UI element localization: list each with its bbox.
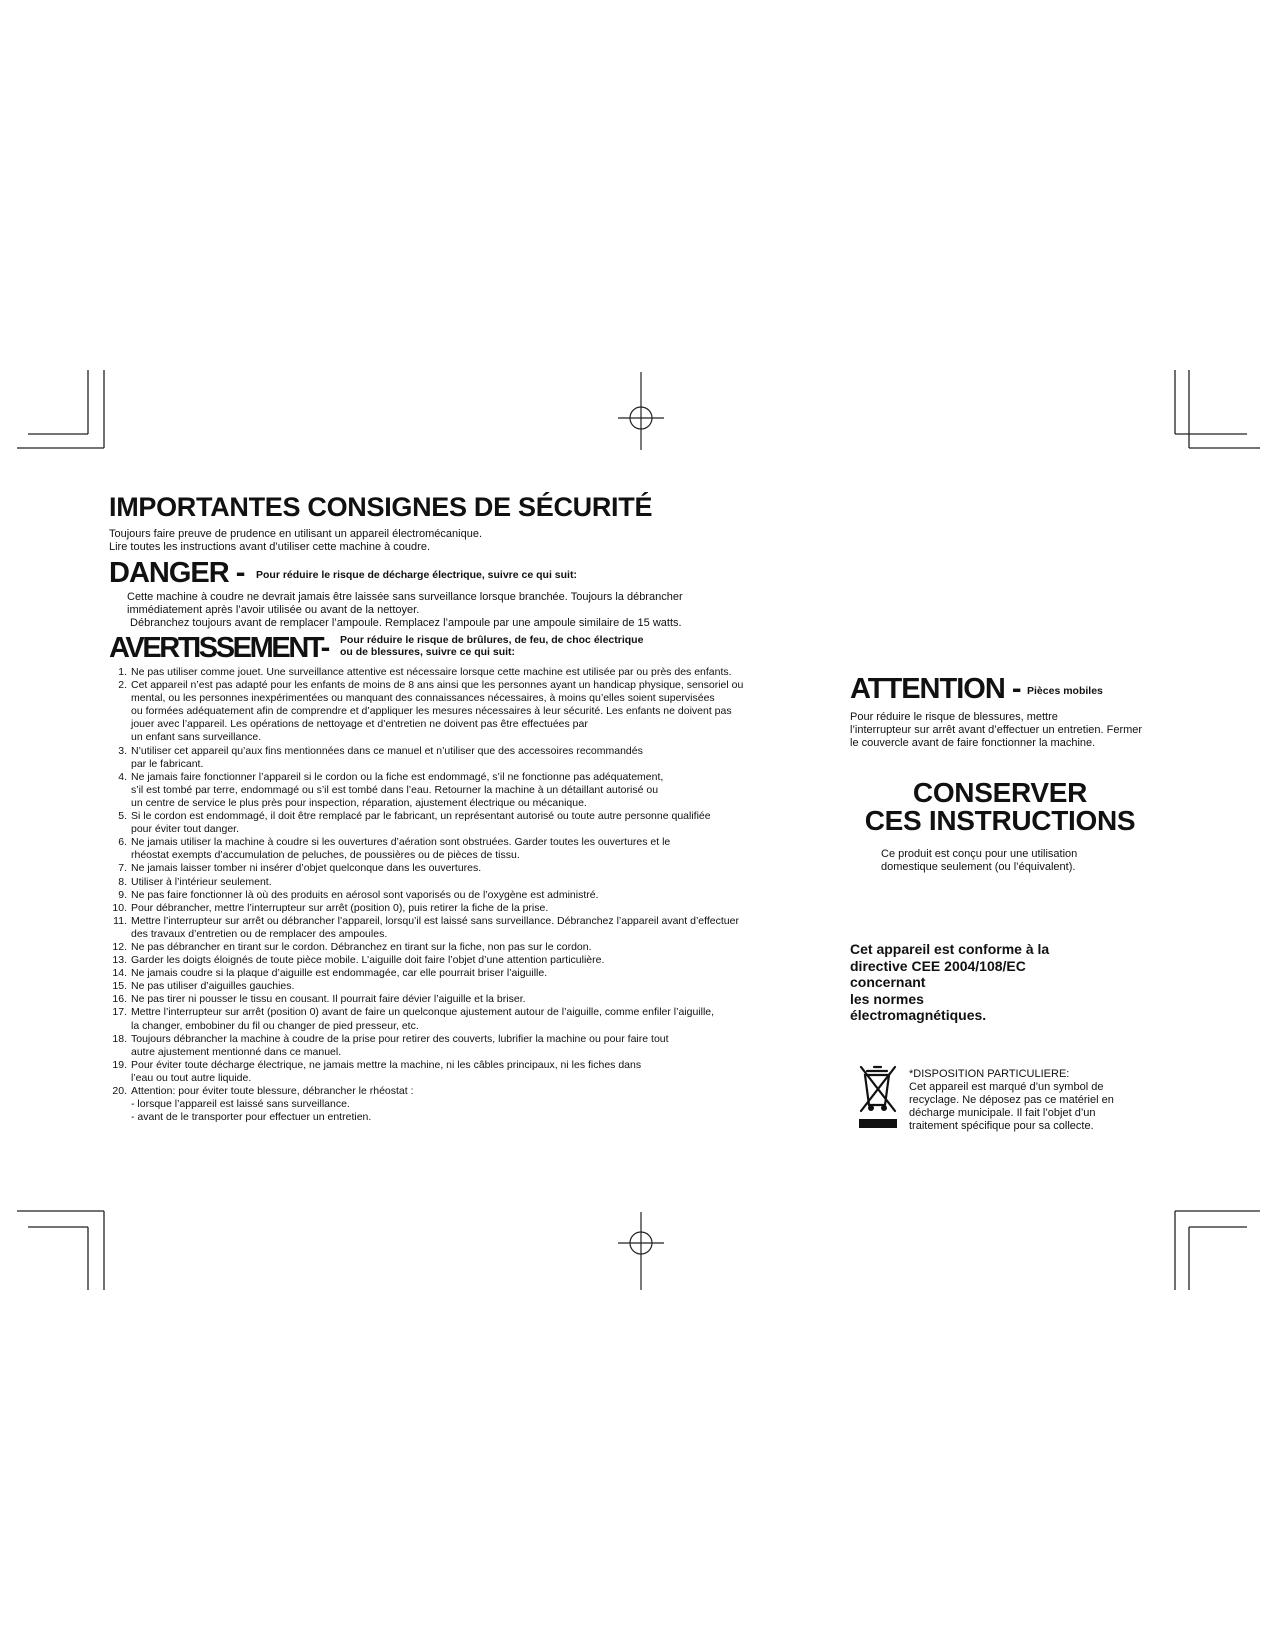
warning-item-text <box>131 941 854 954</box>
warning-item-number: 9. <box>118 888 127 901</box>
disposition-line: décharge municipale. Il fait l’objet d’un <box>909 1107 1096 1119</box>
warning-item <box>109 745 854 771</box>
warning-item-number: 15. <box>112 980 127 993</box>
warning-item-line: Ne pas utiliser d’aiguilles gauchies. <box>131 980 295 993</box>
warning-item <box>109 941 854 954</box>
warning-item-text <box>131 1006 854 1032</box>
conformity-statement <box>850 941 1100 1024</box>
warning-item-number: 5. <box>118 810 127 823</box>
warning-item-number: 17. <box>112 1006 127 1019</box>
warning-item-text <box>131 836 854 862</box>
disposition-notice <box>909 1068 1149 1133</box>
warning-item-line: mental, ou les personnes inexpérimentées ou manquant des connaissances nécessaires, à moins qu’elles soient supervisées <box>131 692 715 705</box>
warning-item-line: jouer avec l’appareil. Les opérations de nettoyage et d’entretien ne doivent pas être effectuées par <box>131 718 588 731</box>
avertissement-subheading-line: ou de blessures, suivre ce qui suit: <box>340 646 516 658</box>
warning-item <box>109 1085 854 1124</box>
warning-item-number: 8. <box>118 875 127 888</box>
warning-item-text <box>131 954 854 967</box>
warning-item-line: Si le cordon est endommagé, il doit être remplacé par le fabricant, un représentant autorisé ou toute autre personne qualifiée <box>131 810 711 823</box>
warning-item-number: 3. <box>118 744 127 757</box>
warning-item <box>109 967 854 980</box>
conformity-line: concernant <box>850 974 926 990</box>
warning-item-line: un centre de service le plus près pour inspection, réparation, ajustement électrique ou mécanique. <box>131 796 587 809</box>
warning-item <box>109 980 854 993</box>
disposition-line: Cet appareil est marqué d’un symbol de <box>909 1081 1104 1093</box>
warning-item-line: - lorsque l’appareil est laissé sans surveillance. <box>131 1098 350 1111</box>
warning-item-text <box>131 902 854 915</box>
conserver-heading <box>850 779 1150 835</box>
warning-item <box>109 902 854 915</box>
warning-item-text <box>131 1059 854 1085</box>
warning-item-line: Attention: pour éviter toute blessure, débrancher le rhéostat : <box>131 1085 414 1097</box>
warning-item-text <box>131 915 854 941</box>
registration-mark-bottom <box>618 1212 664 1290</box>
warning-item-number: 13. <box>112 954 127 967</box>
attention-line: Pour réduire le risque de blessures, mettre <box>850 711 1058 723</box>
warning-item-line: Ne pas débrancher en tirant sur le cordon. Débranchez en tirant sur la fiche, non pas sur le cordon. <box>131 940 592 953</box>
disposition-line: *DISPOSITION PARTICULIERE: <box>909 1068 1070 1080</box>
warning-item-line: Pour éviter toute décharge électrique, ne jamais mettre la machine, ni les câbles principaux, ni les fiches dans <box>131 1058 642 1071</box>
warning-item-number: 20. <box>112 1085 127 1097</box>
warning-item-line: ou formées adéquatement afin de comprendre et d’appliquer les mesures nécessaires à leur sécurité. Les enfants ne doivent pas <box>131 705 732 718</box>
warning-item-text <box>131 967 854 980</box>
warning-item-text <box>131 993 854 1006</box>
attention-subheading: Pièces mobiles <box>1027 685 1103 697</box>
warning-list <box>109 666 854 1124</box>
warning-item <box>109 889 854 902</box>
danger-heading: DANGER - <box>109 557 245 589</box>
crossed-out-wheelie-bin-icon <box>855 1063 901 1131</box>
warning-item-line: s’il est tombé par terre, endommagé ou s’il est tombé dans l’eau. Retourner la machine à un détaillant autorisé ou <box>131 783 659 796</box>
warning-item <box>109 836 854 862</box>
intro-line: Lire toutes les instructions avant d’utiliser cette machine à coudre. <box>109 541 430 553</box>
warning-item-number: 11. <box>113 914 127 927</box>
warning-item-text <box>131 1033 854 1059</box>
domestic-use-line: domestique seulement (ou l’équivalent). <box>881 861 1076 873</box>
warning-item <box>109 1033 854 1059</box>
warning-item-text <box>131 771 854 810</box>
warning-item-text <box>131 1085 854 1124</box>
danger-body <box>127 591 827 630</box>
attention-heading: ATTENTION - <box>850 673 1021 705</box>
warning-item-line: Mettre l’interrupteur sur arrêt (position 0) avant de faire un quelconque ajustement autour de l’aiguille, comme enfiler l’aiguille, <box>131 1006 715 1019</box>
disposition-line: traitement spécifique pour sa collecte. <box>909 1120 1094 1132</box>
warning-item <box>109 810 854 836</box>
warning-item-line: Pour débrancher, mettre l’interrupteur sur arrêt (position 0), puis retirer la fiche de la prise. <box>131 901 549 914</box>
warning-item-line: Ne pas faire fonctionner là où des produits en aérosol sont vaporisés ou de l’oxygène est administré. <box>131 888 599 901</box>
warning-item-line: Ne jamais laisser tomber ni insérer d’objet quelconque dans les ouvertures. <box>131 862 482 875</box>
warning-item-number: 19. <box>112 1058 127 1071</box>
warning-item <box>109 993 854 1006</box>
domestic-use-note <box>881 848 1141 874</box>
warning-item-line: Toujours débrancher la machine à coudre de la prise pour retirer des couverts, lubrifier la machine ou pour faire tout <box>131 1032 669 1045</box>
warning-item-line: rhéostat exempts d’accumulation de peluches, de poussières ou de pièces de tissu. <box>131 849 520 862</box>
warning-item-line: un enfant sans surveillance. <box>131 731 262 744</box>
avertissement-subheading-line: Pour réduire le risque de brûlures, de feu, de choc électrique <box>340 634 644 646</box>
warning-item-text <box>131 745 854 771</box>
warning-item-line: des travaux d’entretien ou de remplacer des ampoules. <box>131 927 388 940</box>
warning-item-line: Ne jamais utiliser la machine à coudre si les ouvertures d’aération sont obstruées. Garder toutes les ouvertures et le <box>131 836 671 849</box>
warning-item-text <box>131 666 854 679</box>
warning-item-line: l’eau ou tout autre liquide. <box>131 1071 252 1084</box>
warning-item-text <box>131 862 854 875</box>
warning-item <box>109 876 854 889</box>
warning-item-line: Ne jamais coudre si la plaque d’aiguille est endommagée, car elle pourrait briser l’aiguille. <box>131 967 548 980</box>
warning-item <box>109 666 854 679</box>
warning-item-number: 7. <box>118 862 127 875</box>
danger-line: immédiatement après l’avoir utilisée ou avant de la nettoyer. <box>127 604 420 616</box>
avertissement-heading: AVERTISSEMENT- <box>109 632 328 664</box>
attention-body <box>850 711 1180 750</box>
warning-item-line: pour éviter tout danger. <box>131 823 239 836</box>
attention-line: le couvercle avant de faire fonctionner la machine. <box>850 737 1096 749</box>
intro-text <box>109 528 482 554</box>
warning-item-number: 4. <box>118 770 127 783</box>
conformity-line: Cet appareil est conforme à la <box>850 941 1050 957</box>
warning-item-number: 1. <box>118 666 127 678</box>
warning-item-line: la changer, embobiner du fil ou changer de pied presseur, etc. <box>131 1019 419 1032</box>
domestic-use-line: Ce produit est conçu pour une utilisation <box>881 848 1078 860</box>
warning-item <box>109 771 854 810</box>
warning-item <box>109 1006 854 1032</box>
disposition-line: recyclage. Ne déposez pas ce matériel en <box>909 1094 1114 1106</box>
warning-item-line: Ne pas utiliser comme jouet. Une surveillance attentive est nécessaire lorsque cette machine est utilisée par ou près des enfants. <box>131 666 732 678</box>
danger-subheading: Pour réduire le risque de décharge électrique, suivre ce qui suit: <box>256 569 577 581</box>
warning-item-line: Mettre l’interrupteur sur arrêt ou débrancher l’appareil, lorsqu’il est laissé sans surveillance. Débranchez l’appareil avant d’effectuer <box>131 914 739 927</box>
warning-item-number: 14. <box>112 967 127 980</box>
warning-item-number: 10. <box>112 901 127 914</box>
danger-line: Cette machine à coudre ne devrait jamais être laissée sans surveillance lorsque branchée. Toujours la débrancher <box>127 591 683 603</box>
conformity-line: directive CEE 2004/108/EC <box>850 957 1026 974</box>
warning-item-line: Garder les doigts éloignés de toute pièce mobile. L’aiguille doit faire l’objet d’une attention particulière. <box>131 954 605 967</box>
warning-item-line: autre ajustement mentionné dans ce manuel. <box>131 1045 342 1058</box>
registration-mark-top <box>618 372 664 450</box>
warning-item-text <box>131 889 854 902</box>
attention-line: l’interrupteur sur arrêt avant d’effectuer un entretien. Fermer <box>850 724 1143 736</box>
warning-item-text <box>131 980 854 993</box>
warning-item-line: Ne jamais faire fonctionner l’appareil si le cordon ou la fiche est endommagé, s’il ne fonctionne pas adéquatement, <box>131 770 664 783</box>
warning-item <box>109 1059 854 1085</box>
warning-item-number: 2. <box>118 679 127 692</box>
warning-item-text <box>131 876 854 889</box>
warning-item-line: Cet appareil n’est pas adapté pour les enfants de moins de 8 ans ainsi que les personnes ayant un handicap physique, sensoriel ou <box>131 679 744 692</box>
intro-line: Toujours faire preuve de prudence en utilisant un appareil électromécanique. <box>109 528 483 540</box>
warning-item <box>109 679 854 744</box>
warning-item-line: - avant de le transporter pour effectuer un entretien. <box>131 1111 372 1124</box>
warning-item-number: 18. <box>112 1032 127 1045</box>
warning-item-number: 12. <box>112 940 127 953</box>
avertissement-subheading <box>340 634 740 658</box>
warning-item <box>109 862 854 875</box>
conserver-line: CES INSTRUCTIONS <box>864 805 1136 836</box>
warning-item-number: 6. <box>118 836 127 849</box>
conformity-line: les normes <box>850 990 924 1007</box>
warning-item <box>109 954 854 967</box>
warning-item-number: 16. <box>112 993 127 1006</box>
conformity-line: électromagnétiques. <box>850 1007 987 1023</box>
warning-item-line: N’utiliser cet appareil qu’aux fins mentionnées dans ce manuel et n’utiliser que des accessoires recommandés <box>131 744 643 757</box>
warning-item-text <box>131 810 854 836</box>
warning-item-line: par le fabricant. <box>131 757 204 770</box>
warning-item <box>109 915 854 941</box>
warning-item-line: Utiliser à l’intérieur seulement. <box>131 875 272 888</box>
conserver-line: CONSERVER <box>912 777 1088 808</box>
danger-line: Débranchez toujours avant de remplacer l’ampoule. Remplacez l’ampoule par une ampoule similaire de 15 watts. <box>127 617 682 629</box>
warning-item-line: Ne pas tirer ni pousser le tissu en cousant. Il pourrait faire dévier l’aiguille et la briser. <box>131 993 526 1006</box>
warning-item-text <box>131 679 854 744</box>
page-title: IMPORTANTES CONSIGNES DE SÉCURITÉ <box>109 492 653 522</box>
